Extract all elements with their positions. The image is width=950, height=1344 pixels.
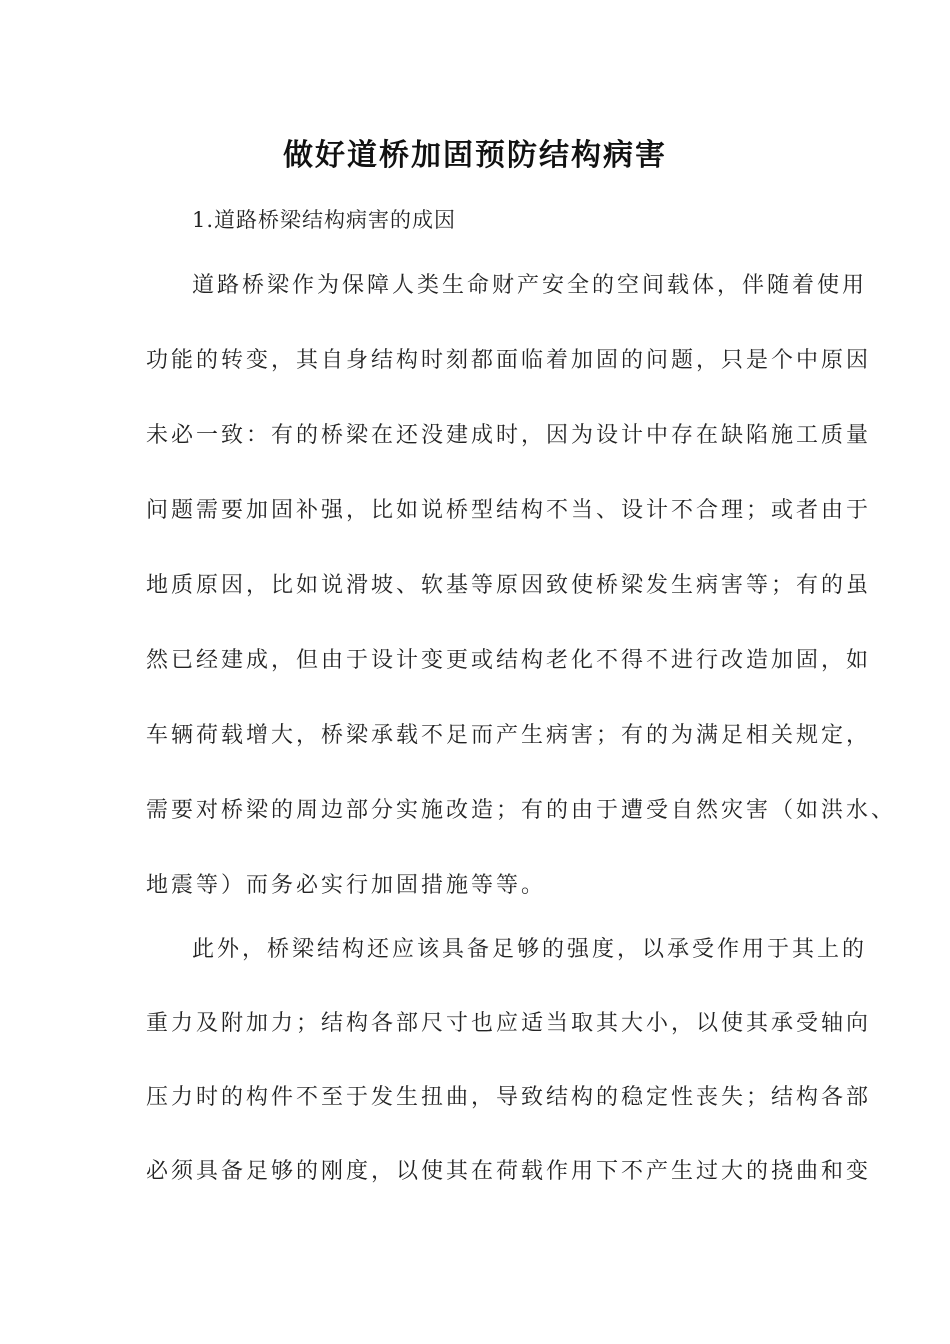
- paragraph-1-line-7: 车辆荷载增大，桥梁承载不足而产生病害；有的为满足相关规定，: [146, 723, 872, 748]
- paragraph-1-line-6: 然已经建成，但由于设计变更或结构老化不得不进行改造加固，如: [146, 648, 872, 673]
- paragraph-1-line-8: 需要对桥梁的周边部分实施改造；有的由于遭受自然灾害（如洪水、: [146, 798, 897, 823]
- paragraph-1-line-5: 地质原因，比如说滑坡、软基等原因致使桥梁发生病害等；有的虽: [146, 573, 872, 598]
- paragraph-2-line-1: 此外，桥梁结构还应该具备足够的强度，以承受作用于其上的: [192, 937, 868, 962]
- paragraph-1-line-4: 问题需要加固补强，比如说桥型结构不当、设计不合理；或者由于: [146, 498, 872, 523]
- paragraph-1-line-1: 道路桥梁作为保障人类生命财产安全的空间载体，伴随着使用: [192, 273, 868, 298]
- paragraph-2-line-2: 重力及附加力；结构各部尺寸也应适当取其大小，以使其承受轴向: [146, 1011, 872, 1036]
- section-heading: 1.道路桥梁结构病害的成因: [192, 208, 457, 232]
- paragraph-1-line-3: 未必一致：有的桥梁在还没建成时，因为设计中存在缺陷施工质量: [146, 423, 872, 448]
- paragraph-1-line-9: 地震等）而务必实行加固措施等等。: [146, 873, 547, 898]
- paragraph-1-line-2: 功能的转变，其自身结构时刻都面临着加固的问题，只是个中原因: [146, 348, 872, 373]
- document-title: 做好道桥加固预防结构病害: [283, 138, 667, 173]
- paragraph-2-line-3: 压力时的构件不至于发生扭曲，导致结构的稳定性丧失；结构各部: [146, 1085, 872, 1110]
- paragraph-2-line-4: 必须具备足够的刚度，以使其在荷载作用下不产生过大的挠曲和变: [146, 1159, 872, 1184]
